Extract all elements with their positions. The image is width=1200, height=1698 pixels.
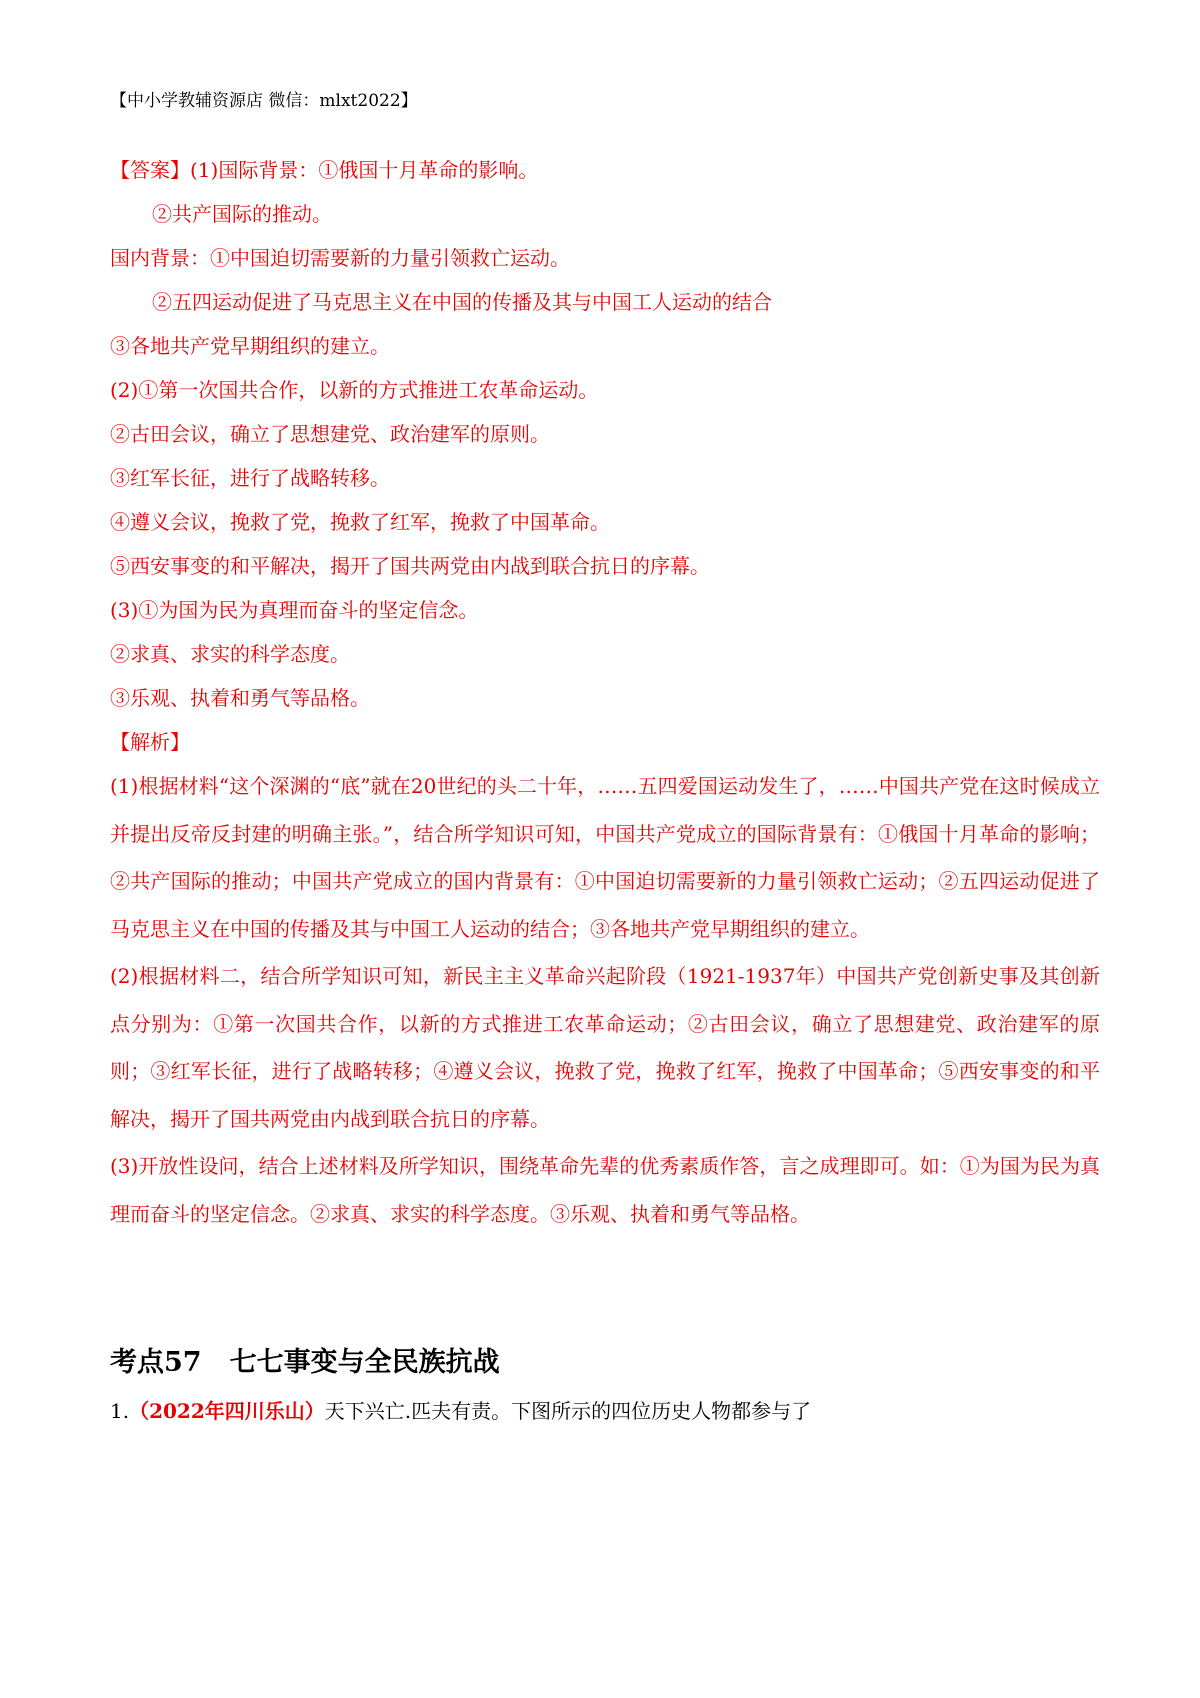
question-1: [110, 1398, 811, 1424]
section-heading: [110, 1340, 500, 1379]
answer-line-5: ③各地共产党早期组织的建立。: [110, 334, 390, 358]
answer-line-13: ③乐观、执着和勇气等品格。: [110, 686, 370, 710]
section-number: 考点57: [110, 1347, 202, 1378]
answer-line-2: ②共产国际的推动。: [152, 202, 332, 226]
question-source: （2022年四川乐山）: [129, 1399, 325, 1423]
answer-line-7: ②古田会议，确立了思想建党、政治建军的原则。: [110, 422, 550, 446]
answer-line-8: ③红军长征，进行了战略转移。: [110, 466, 390, 490]
section-title: 七七事变与全民族抗战: [229, 1347, 500, 1378]
answer-line-11: (3)①为国为民为真理而奋斗的坚定信念。: [110, 598, 479, 622]
answer-line-10: ⑤西安事变的和平解决，揭开了国共两党由内战到联合抗日的序幕。: [110, 554, 710, 578]
answer-line-6: (2)①第一次国共合作，以新的方式推进工农革命运动。: [110, 378, 599, 402]
question-number: 1.: [110, 1399, 130, 1423]
answer-line-3: 国内背景：①中国迫切需要新的力量引领救亡运动。: [110, 246, 570, 270]
page-header: 【中小学教辅资源店 微信：mlxt2022】: [110, 91, 418, 111]
analysis-label: 【解析】: [110, 730, 190, 754]
analysis-paragraph-3: (3)开放性设问，结合上述材料及所学知识，围绕革命先辈的优秀素质作答，言之成理即可。如：①为国为民为真理而奋斗的坚定信念。②求真、求实的科学态度。③乐观、执着和勇气等品格。: [110, 1154, 1100, 1226]
answer-label: 【答案】: [110, 158, 190, 182]
answer-line-4: ②五四运动促进了马克思主义在中国的传播及其与中国工人运动的结合: [152, 290, 772, 314]
answer-line-1: 【答案】(1)国际背景：①俄国十月革命的影响。: [110, 158, 539, 182]
question-text: 天下兴亡.匹夫有责。下图所示的四位历史人物都参与了: [324, 1399, 812, 1423]
analysis-paragraph-2: (2)根据材料二，结合所学知识可知，新民主主义革命兴起阶段（1921-1937年）中国共产党创新史事及其创新点分别为：①第一次国共合作，以新的方式推进工农革命运动；②古田会议，确立了思想建党、政治建军的原则；③红军长征，进行了战略转移；④遵义会议，挽救了党，挽救了红军，挽救了中国革命；⑤西安事变的和平解决，揭开了国共两党由内战到联合抗日的序幕。: [110, 964, 1100, 1131]
answer-line-12: ②求真、求实的科学态度。: [110, 642, 350, 666]
analysis-paragraph-1: (1)根据材料“这个深渊的“底”就在20世纪的头二十年，……五四爱国运动发生了，……中国共产党在这时候成立并提出反帝反封建的明确主张。”，结合所学知识可知，中国共产党成立的国际背景有：①俄国十月革命的影响；②共产国际的推动；中国共产党成立的国内背景有：①中国迫切需要新的力量引领救亡运动；②五四运动促进了马克思主义在中国的传播及其与中国工人运动的结合；③各地共产党早期组织的建立。: [110, 774, 1100, 941]
answer-line-9: ④遵义会议，挽救了党，挽救了红军，挽救了中国革命。: [110, 510, 610, 534]
